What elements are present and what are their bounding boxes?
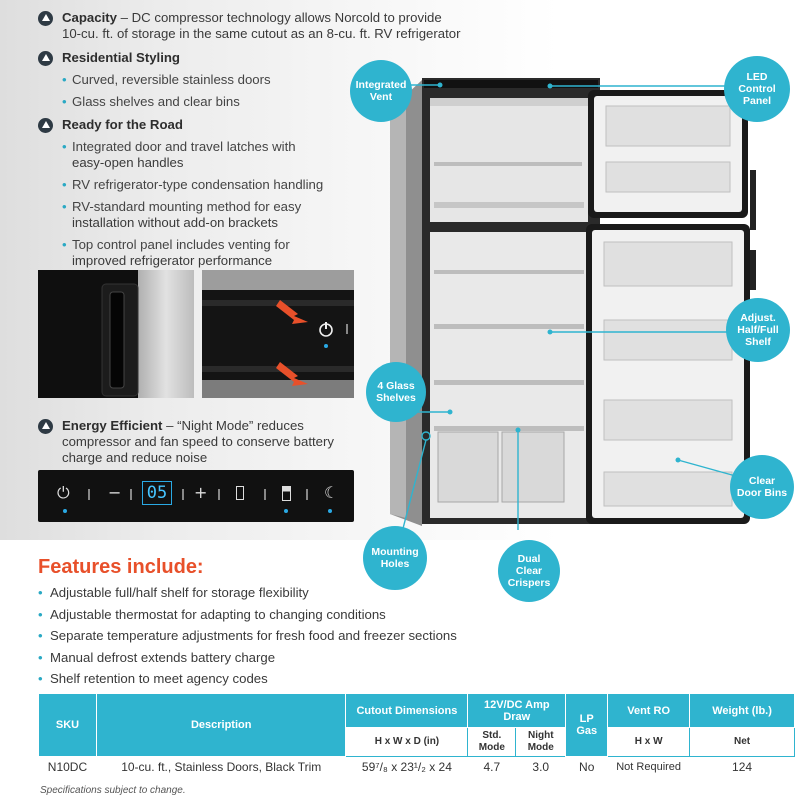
indicator-dot	[328, 509, 332, 513]
subheader-std-mode: Std. Mode	[468, 728, 516, 757]
capacity-heading	[38, 10, 518, 26]
header-weight: Weight (lb.)	[690, 694, 795, 728]
road-item-cont: improved refrigerator performance	[72, 253, 273, 268]
specs-note: Specifications subject to change.	[40, 785, 186, 796]
header-vent: Vent RO	[608, 694, 690, 728]
callout-adjust-shelf: Adjust. Half/Full Shelf	[726, 298, 790, 362]
energy-heading	[38, 418, 358, 434]
plus-icon: +	[194, 483, 208, 502]
table-row	[39, 757, 795, 778]
road-triangle-icon	[38, 419, 53, 434]
vent-photo	[202, 270, 354, 398]
minus-icon: −	[108, 483, 122, 502]
road-item-cont: installation without add-on brackets	[72, 215, 278, 230]
subheader-night-mode: Night Mode	[516, 728, 566, 757]
refrigerator-illustration	[360, 70, 770, 530]
road-triangle-icon	[38, 11, 53, 26]
feature-item: • Adjustable thermostat for adapting to changing conditions	[38, 604, 457, 626]
feature-item: • Separate temperature adjustments for fresh food and freezer sections	[38, 625, 457, 647]
cell-std-mode: 4.7	[483, 760, 501, 774]
callout-integrated-vent: Integrated Vent	[350, 60, 412, 122]
header-description: Description	[96, 694, 346, 757]
road-triangle-icon	[38, 118, 53, 133]
callout-led-control-panel: LED Control Panel	[724, 56, 790, 122]
residential-heading	[38, 50, 271, 66]
cell-description: 10-cu. ft., Stainless Doors, Black Trim	[121, 760, 322, 774]
divider	[182, 489, 184, 500]
header-lp-gas: LP Gas	[566, 694, 608, 757]
callout-dual-crispers: Dual Clear Crispers	[498, 540, 560, 602]
road-item-cont: easy-open handles	[72, 155, 184, 170]
energy-text-3: charge and reduce noise	[62, 450, 208, 465]
residential-title: Residential Styling	[62, 50, 180, 65]
road-item: • Integrated door and travel latches with	[38, 139, 323, 155]
road-section	[38, 117, 323, 269]
header-sku: SKU	[39, 694, 97, 757]
subheader-hw: H x W	[608, 728, 690, 757]
subheader-net: Net	[690, 728, 795, 757]
feature-item: • Adjustable full/half shelf for storage flexibility	[38, 582, 457, 604]
feature-item: • Shelf retention to meet agency codes	[38, 668, 457, 690]
divider	[88, 489, 90, 500]
control-panel-strip	[38, 470, 354, 522]
cell-vent: Not Required	[616, 761, 682, 773]
night-mode-moon-icon: ☾	[324, 483, 339, 502]
header-cutout: Cutout Dimensions	[346, 694, 468, 728]
road-item: • RV-standard mounting method for easy	[38, 199, 323, 215]
energy-text-2: compressor and fan speed to conserve battery	[62, 434, 334, 449]
subheader-dims: H x W x D (in)	[346, 728, 468, 757]
capacity-text: – DC compressor technology allows Norcold to provide	[116, 10, 442, 25]
residential-item: • Glass shelves and clear bins	[38, 94, 271, 110]
energy-section	[38, 418, 358, 466]
capacity-text-2: 10-cu. ft. of storage in the same cutout as an 8-cu. ft. RV refrigerator	[62, 26, 461, 41]
feature-item: • Manual defrost extends battery charge	[38, 647, 457, 669]
callout-door-bins: Clear Door Bins	[730, 455, 794, 519]
cell-dims: 59⁷/₈ x 23¹/₂ x 24	[361, 760, 452, 774]
capacity-title: Capacity	[62, 10, 117, 25]
header-amp-draw: 12V/DC Amp Draw	[468, 694, 566, 728]
features-list	[38, 582, 457, 690]
road-triangle-icon	[38, 51, 53, 66]
callout-mounting-holes: Mounting Holes	[363, 526, 427, 590]
fridge-icon	[282, 486, 291, 501]
cell-night-mode: 3.0	[532, 760, 550, 774]
divider	[306, 489, 308, 500]
residential-section	[38, 50, 271, 110]
cell-sku: N10DC	[47, 760, 88, 774]
road-heading	[38, 117, 323, 133]
indicator-dot	[63, 509, 67, 513]
road-item: • RV refrigerator-type condensation handling	[38, 177, 323, 193]
residential-item: • Curved, reversible stainless doors	[38, 72, 271, 88]
temperature-display: 05	[142, 481, 172, 505]
energy-text: – “Night Mode” reduces	[162, 418, 304, 433]
freezer-icon	[236, 486, 244, 500]
indicator-dot	[284, 509, 288, 513]
divider	[264, 489, 266, 500]
latch-photo	[38, 270, 194, 398]
energy-title: Energy Efficient	[62, 418, 163, 433]
road-title: Ready for the Road	[62, 117, 183, 132]
features-title: Features include:	[38, 556, 204, 578]
power-icon: ⏻	[57, 483, 70, 502]
callout-glass-shelves: 4 Glass Shelves	[366, 362, 426, 422]
road-item: • Top control panel includes venting for	[38, 237, 323, 253]
table-header-row	[39, 694, 795, 728]
capacity-section	[38, 10, 518, 42]
divider	[218, 489, 220, 500]
cell-lp-gas: No	[579, 760, 595, 774]
divider	[130, 489, 132, 500]
cell-weight: 124	[732, 760, 753, 774]
spec-table	[38, 693, 795, 777]
